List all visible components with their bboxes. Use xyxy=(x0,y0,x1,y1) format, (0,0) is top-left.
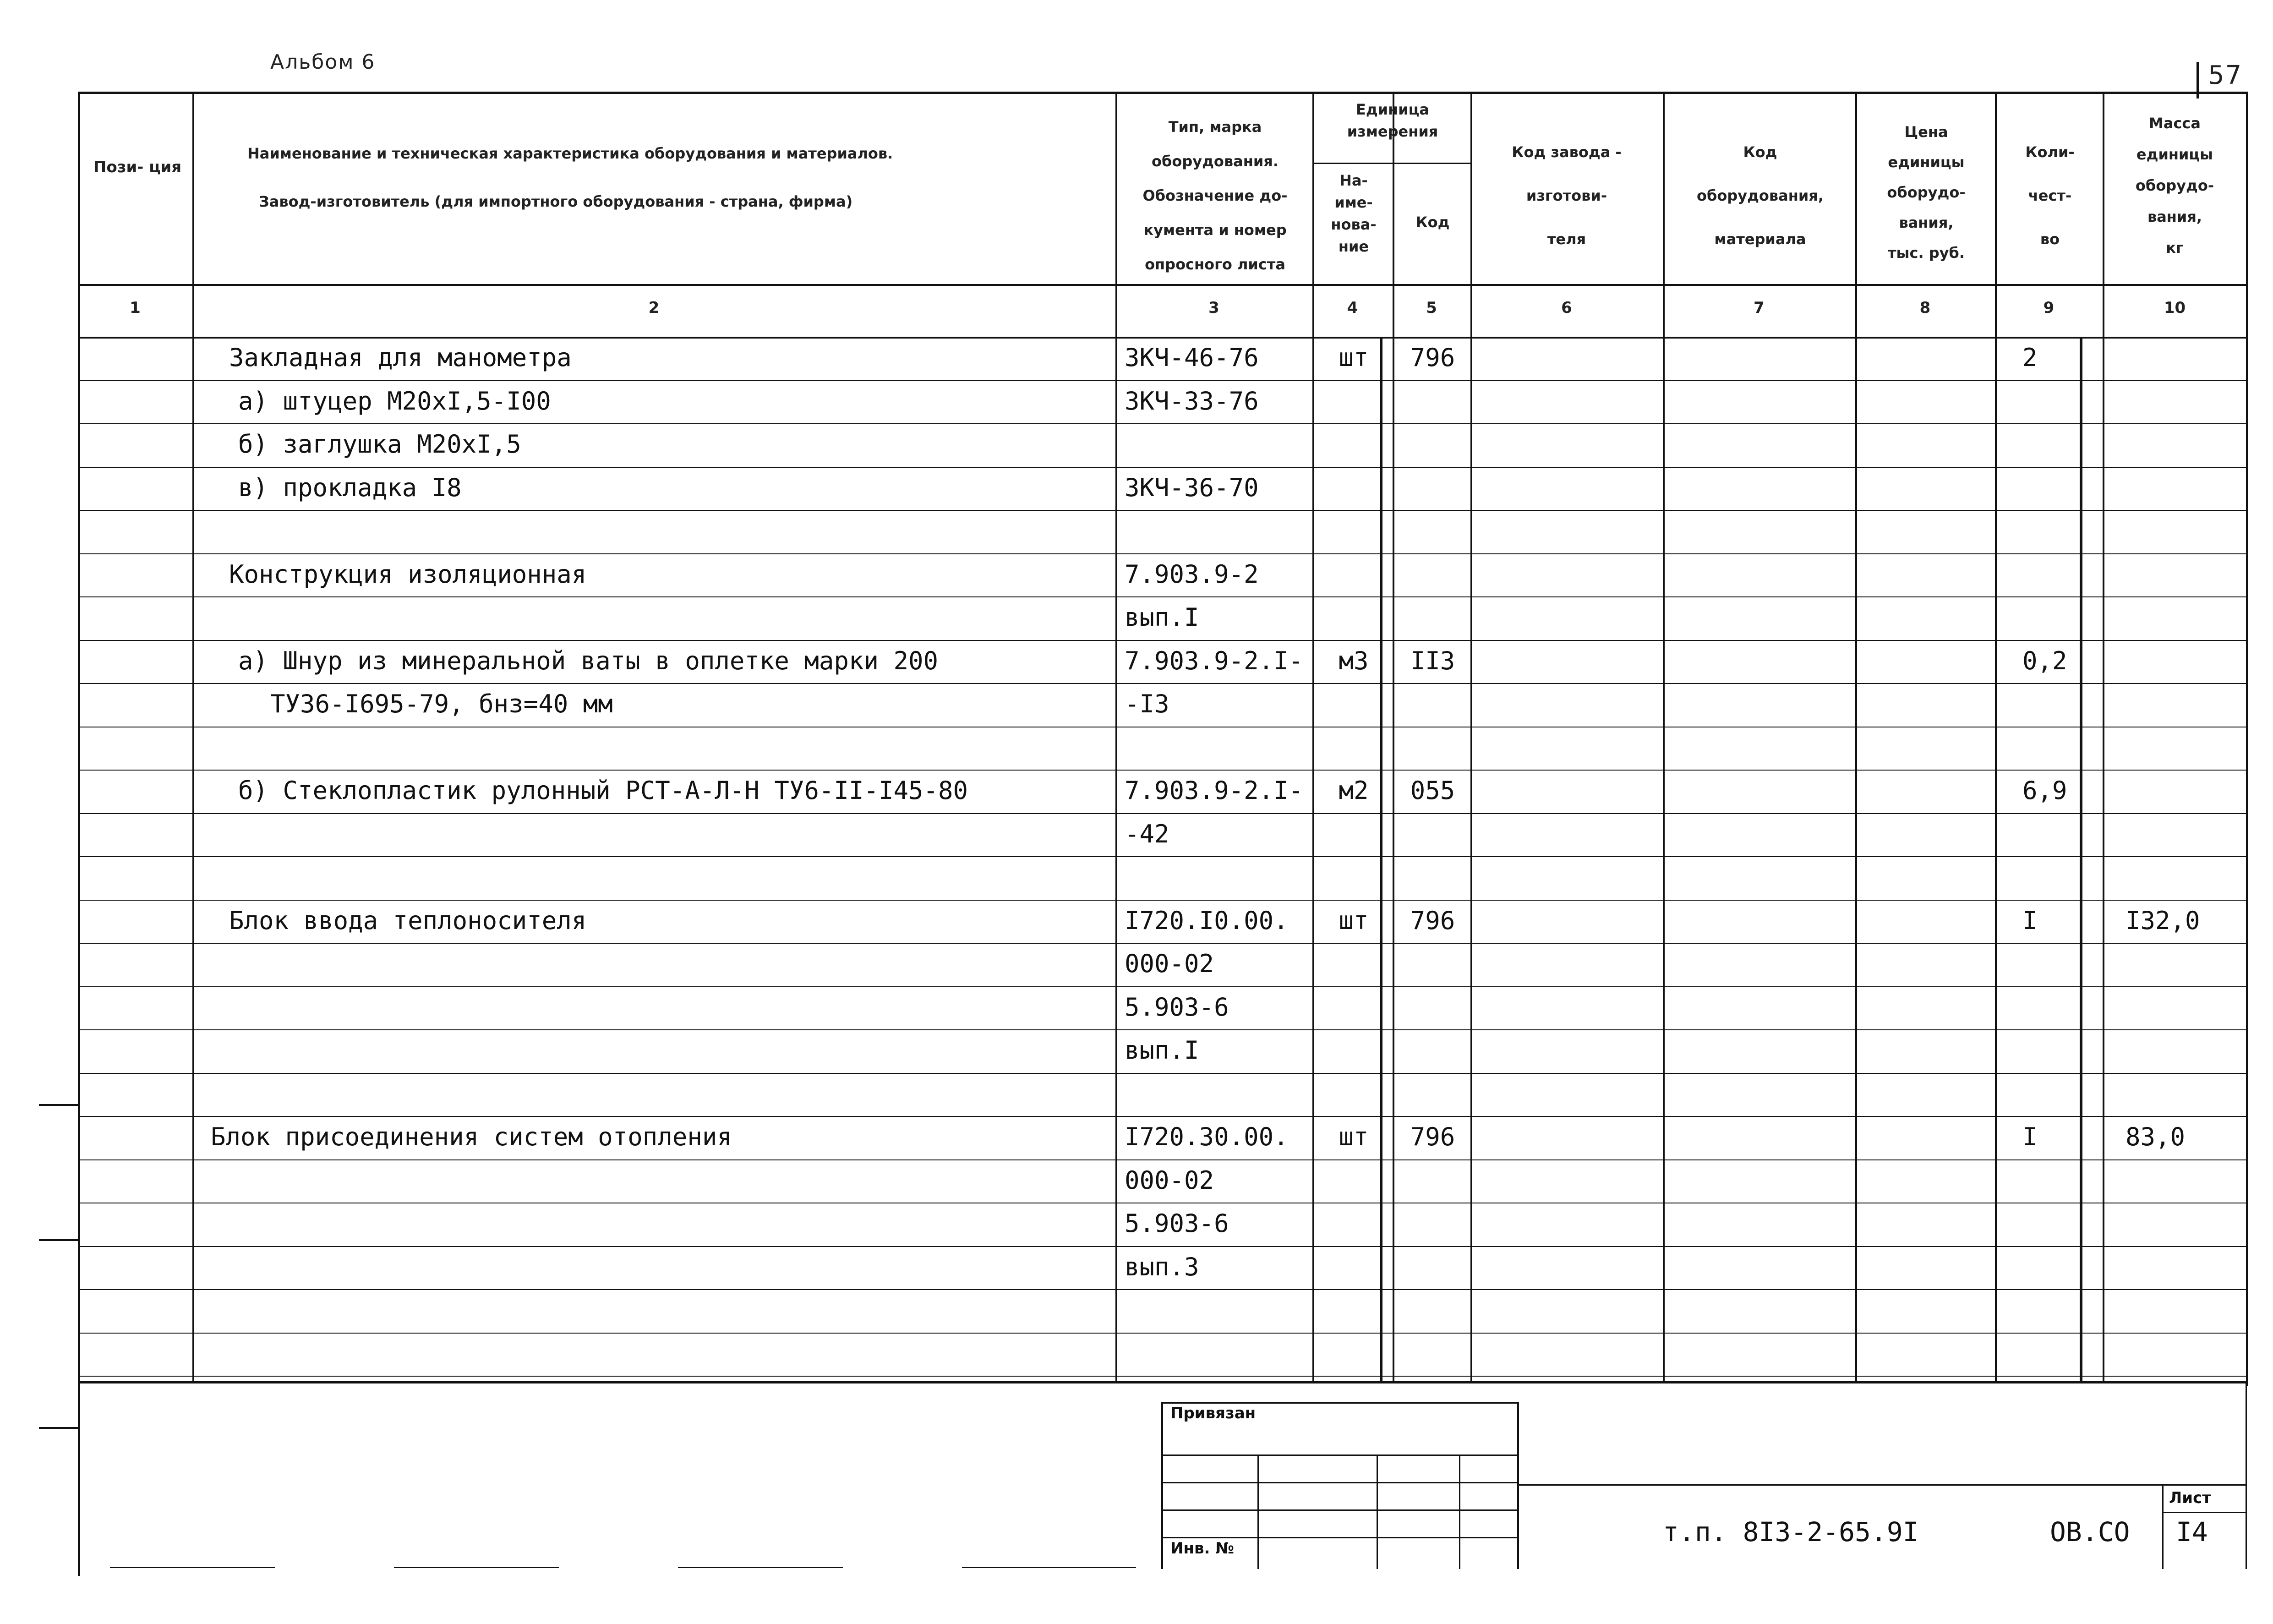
footer-inv-no: Инв. № xyxy=(1170,1539,1235,1558)
cell-doc: вып.I xyxy=(1125,1036,1199,1065)
cell-name: Блок ввода теплоносителя xyxy=(229,906,587,935)
column-number: 5 xyxy=(1426,299,1437,317)
stamp-row xyxy=(1161,1482,1519,1483)
footer-doc-mark: ОВ.СО xyxy=(2050,1516,2130,1547)
cell-doc: -I3 xyxy=(1125,689,1169,718)
edge-fragment xyxy=(110,1567,275,1568)
row-divider xyxy=(78,986,2247,987)
cell-doc: ЗКЧ-33-76 xyxy=(1125,387,1259,416)
row-divider xyxy=(78,943,2247,944)
cell-code: 796 xyxy=(1410,1122,1455,1151)
hdr-col3-line: Обозначение до- xyxy=(1142,187,1288,204)
hdr-col9-line: во xyxy=(2040,230,2060,248)
header-position xyxy=(82,147,192,188)
header-name-line2: Завод-изготовитель (для импортного оборудования - страна, фирма) xyxy=(259,193,853,210)
cell-unit: шт xyxy=(1339,343,1369,372)
header-unit-name xyxy=(1315,170,1393,257)
hdr-col4-line: нова- xyxy=(1331,216,1377,233)
header-unit-group xyxy=(1315,98,1470,142)
hdr-col6-line: изготови- xyxy=(1526,187,1607,204)
column-number: 2 xyxy=(648,299,660,317)
cell-mass: I32,0 xyxy=(2125,906,2200,935)
column-divider xyxy=(1312,92,1314,1381)
cell-qty: I xyxy=(2022,906,2038,935)
hdr-col8-line: Цена xyxy=(1904,123,1948,141)
page-number: 57 xyxy=(2208,60,2243,90)
hdr-col10-line: Масса xyxy=(2149,115,2201,132)
cell-name: Конструкция изоляционная xyxy=(229,560,587,589)
cell-doc: 000-02 xyxy=(1125,949,1214,978)
row-divider xyxy=(78,1289,2247,1290)
row-divider xyxy=(78,1029,2247,1030)
cell-name: а) Шнур из минеральной ваты в оплетке марки 200 xyxy=(238,646,939,675)
header-quantity xyxy=(1997,131,2103,261)
sheet-box-right xyxy=(2246,1381,2247,1569)
column-divider xyxy=(1995,92,1997,1381)
column-divider xyxy=(1393,92,1394,1381)
column-number: 1 xyxy=(130,299,141,317)
header-position-text: Пози- ция xyxy=(93,158,182,176)
cell-qty: 2 xyxy=(2022,343,2038,372)
cell-doc: вып.I xyxy=(1125,603,1199,632)
row-divider xyxy=(78,770,2247,771)
column-number: 6 xyxy=(1561,299,1572,317)
header-doc-type xyxy=(1118,110,1312,282)
row-divider xyxy=(78,1246,2247,1247)
row-divider xyxy=(78,1376,2247,1377)
hdr-unit-line: измерения xyxy=(1347,123,1438,140)
column-divider xyxy=(1115,92,1117,1381)
margin-tick xyxy=(39,1427,78,1429)
edge-fragment xyxy=(962,1567,1136,1568)
cell-qty: 6,9 xyxy=(2022,776,2067,805)
column-number: 3 xyxy=(1208,299,1219,317)
hdr-col3-line: опросного листа xyxy=(1145,256,1285,273)
row-divider xyxy=(78,596,2247,597)
column-number-line xyxy=(78,337,2247,339)
row-divider xyxy=(78,856,2247,857)
hdr-col10-line: кг xyxy=(2166,239,2184,257)
header-plant-code xyxy=(1470,131,1663,261)
cell-code: II3 xyxy=(1410,646,1455,675)
stamp-col xyxy=(1377,1454,1378,1569)
cell-doc: 5.903-6 xyxy=(1125,1209,1229,1238)
column-number: 10 xyxy=(2164,299,2186,317)
column-divider xyxy=(2103,92,2104,1381)
column-divider xyxy=(1663,92,1665,1381)
hdr-col10-line: единицы xyxy=(2136,146,2213,163)
unit-group-divider xyxy=(1312,163,1470,164)
album-label: Альбом 6 xyxy=(270,50,376,74)
cell-name: Закладная для манометра xyxy=(229,343,572,372)
bold-frame-left xyxy=(1380,337,1382,1381)
stamp-top xyxy=(1161,1402,1519,1404)
hdr-col10-line: вания, xyxy=(2147,208,2202,225)
cell-doc: I720.I0.00. xyxy=(1125,906,1289,935)
footer-sheet-label: Лист xyxy=(2169,1489,2211,1507)
hdr-col3-line: Тип, марка xyxy=(1168,118,1262,136)
table-top-border xyxy=(78,92,2247,94)
row-divider xyxy=(78,813,2247,814)
hdr-col4-line: На- xyxy=(1339,172,1368,189)
column-number: 9 xyxy=(2043,299,2054,317)
hdr-col9-line: чест- xyxy=(2028,187,2072,204)
row-divider xyxy=(78,1116,2247,1117)
header-equipment-code xyxy=(1665,131,1855,261)
sheet-box-left xyxy=(2162,1484,2164,1569)
margin-tick xyxy=(39,1104,78,1106)
hdr-col4-line: ние xyxy=(1338,238,1369,255)
cell-unit: шт xyxy=(1339,906,1369,935)
column-number: 7 xyxy=(1754,299,1765,317)
cell-name: б) Стеклопластик рулонный РСТ-А-Л-Н ТУ6-II-I45-80 xyxy=(238,776,968,805)
cell-name: в) прокладка I8 xyxy=(238,473,462,502)
cell-doc: 7.903.9-2.I- xyxy=(1125,646,1304,675)
footer-privyazan: Привязан xyxy=(1170,1404,1256,1422)
hdr-col9-line: Коли- xyxy=(2025,143,2075,161)
sheet-box-row xyxy=(2162,1512,2247,1513)
title-block-top xyxy=(1517,1484,2246,1486)
cell-unit: м2 xyxy=(1339,776,1369,805)
cell-mass: 83,0 xyxy=(2125,1122,2186,1151)
hdr-col8-line: оборудо- xyxy=(1887,184,1966,201)
row-divider xyxy=(78,553,2247,554)
hdr-col8-line: тыс. руб. xyxy=(1887,244,1965,262)
column-divider xyxy=(1855,92,1857,1381)
hdr-col3-line: кумента и номер xyxy=(1143,221,1287,239)
hdr-col6-line: теля xyxy=(1547,230,1586,248)
row-divider xyxy=(78,900,2247,901)
edge-fragment xyxy=(678,1567,843,1568)
cell-name: а) штуцер М20хI,5-I00 xyxy=(238,387,551,416)
hdr-col4-line: име- xyxy=(1334,194,1373,211)
header-mass xyxy=(2105,108,2245,263)
footer-sheet-number: I4 xyxy=(2176,1516,2208,1547)
hdr-col7-line: оборудования, xyxy=(1697,187,1824,204)
row-divider xyxy=(78,510,2247,511)
cell-doc: вып.3 xyxy=(1125,1252,1199,1281)
hdr-col6-line: Код завода - xyxy=(1512,143,1622,161)
cell-doc: I720.30.00. xyxy=(1125,1122,1289,1151)
cell-name: Блок присоединения систем отопления xyxy=(211,1122,732,1151)
footer-doc-code: т.п. 8I3-2-65.9I xyxy=(1663,1516,1919,1547)
cell-name: б) заглушка М20хI,5 xyxy=(238,430,521,459)
stamp-row xyxy=(1161,1509,1519,1511)
row-divider xyxy=(78,423,2247,424)
cell-doc: 7.903.9-2 xyxy=(1125,560,1259,589)
row-divider xyxy=(78,467,2247,468)
column-divider xyxy=(192,92,194,1381)
cell-doc: ЗКЧ-36-70 xyxy=(1125,473,1259,502)
row-divider xyxy=(78,640,2247,641)
table-bottom-border xyxy=(78,1381,2247,1383)
hdr-col7-line: материала xyxy=(1714,230,1806,248)
header-unit-code: Код xyxy=(1415,213,1450,231)
cell-doc: 7.903.9-2.I- xyxy=(1125,776,1304,805)
cell-unit: м3 xyxy=(1339,646,1369,675)
hdr-col8-line: вания, xyxy=(1899,214,1954,231)
hdr-unit-line: Единица xyxy=(1356,101,1429,118)
cell-name: ТУ36-I695-79, бнз=40 мм xyxy=(270,689,613,718)
cell-qty: I xyxy=(2022,1122,2038,1151)
stamp-left xyxy=(1161,1402,1163,1569)
cell-unit: шт xyxy=(1339,1122,1369,1151)
stamp-row xyxy=(1161,1454,1519,1456)
hdr-col3-line: оборудования. xyxy=(1152,153,1279,170)
stamp-col xyxy=(1257,1454,1259,1569)
stamp-row xyxy=(1161,1537,1519,1538)
cell-code: 796 xyxy=(1410,343,1455,372)
edge-fragment xyxy=(394,1567,559,1568)
row-divider xyxy=(78,683,2247,684)
cell-doc: -42 xyxy=(1125,820,1169,848)
cell-doc: 5.903-6 xyxy=(1125,993,1229,1022)
hdr-col7-line: Код xyxy=(1743,143,1777,161)
cell-code: 796 xyxy=(1410,906,1455,935)
margin-tick xyxy=(39,1239,78,1241)
cell-code: 055 xyxy=(1410,776,1455,805)
column-divider xyxy=(1470,92,1472,1381)
header-price xyxy=(1858,117,1995,268)
bold-frame-right xyxy=(2080,337,2082,1381)
cell-doc: 000-02 xyxy=(1125,1166,1214,1195)
row-divider xyxy=(78,1159,2247,1160)
column-number: 4 xyxy=(1347,299,1358,317)
hdr-col10-line: оборудо- xyxy=(2135,177,2214,194)
cell-doc: ЗКЧ-46-76 xyxy=(1125,343,1259,372)
header-name-line1: Наименование и техническая характеристика оборудования и материалов. xyxy=(247,145,893,162)
row-divider xyxy=(78,380,2247,381)
hdr-col8-line: единицы xyxy=(1888,153,1965,171)
row-divider xyxy=(78,1073,2247,1074)
column-number: 8 xyxy=(1919,299,1931,317)
stamp-col xyxy=(1459,1454,1460,1569)
header-bottom-line xyxy=(78,284,2247,286)
cell-qty: 0,2 xyxy=(2022,646,2067,675)
row-divider xyxy=(78,1333,2247,1334)
